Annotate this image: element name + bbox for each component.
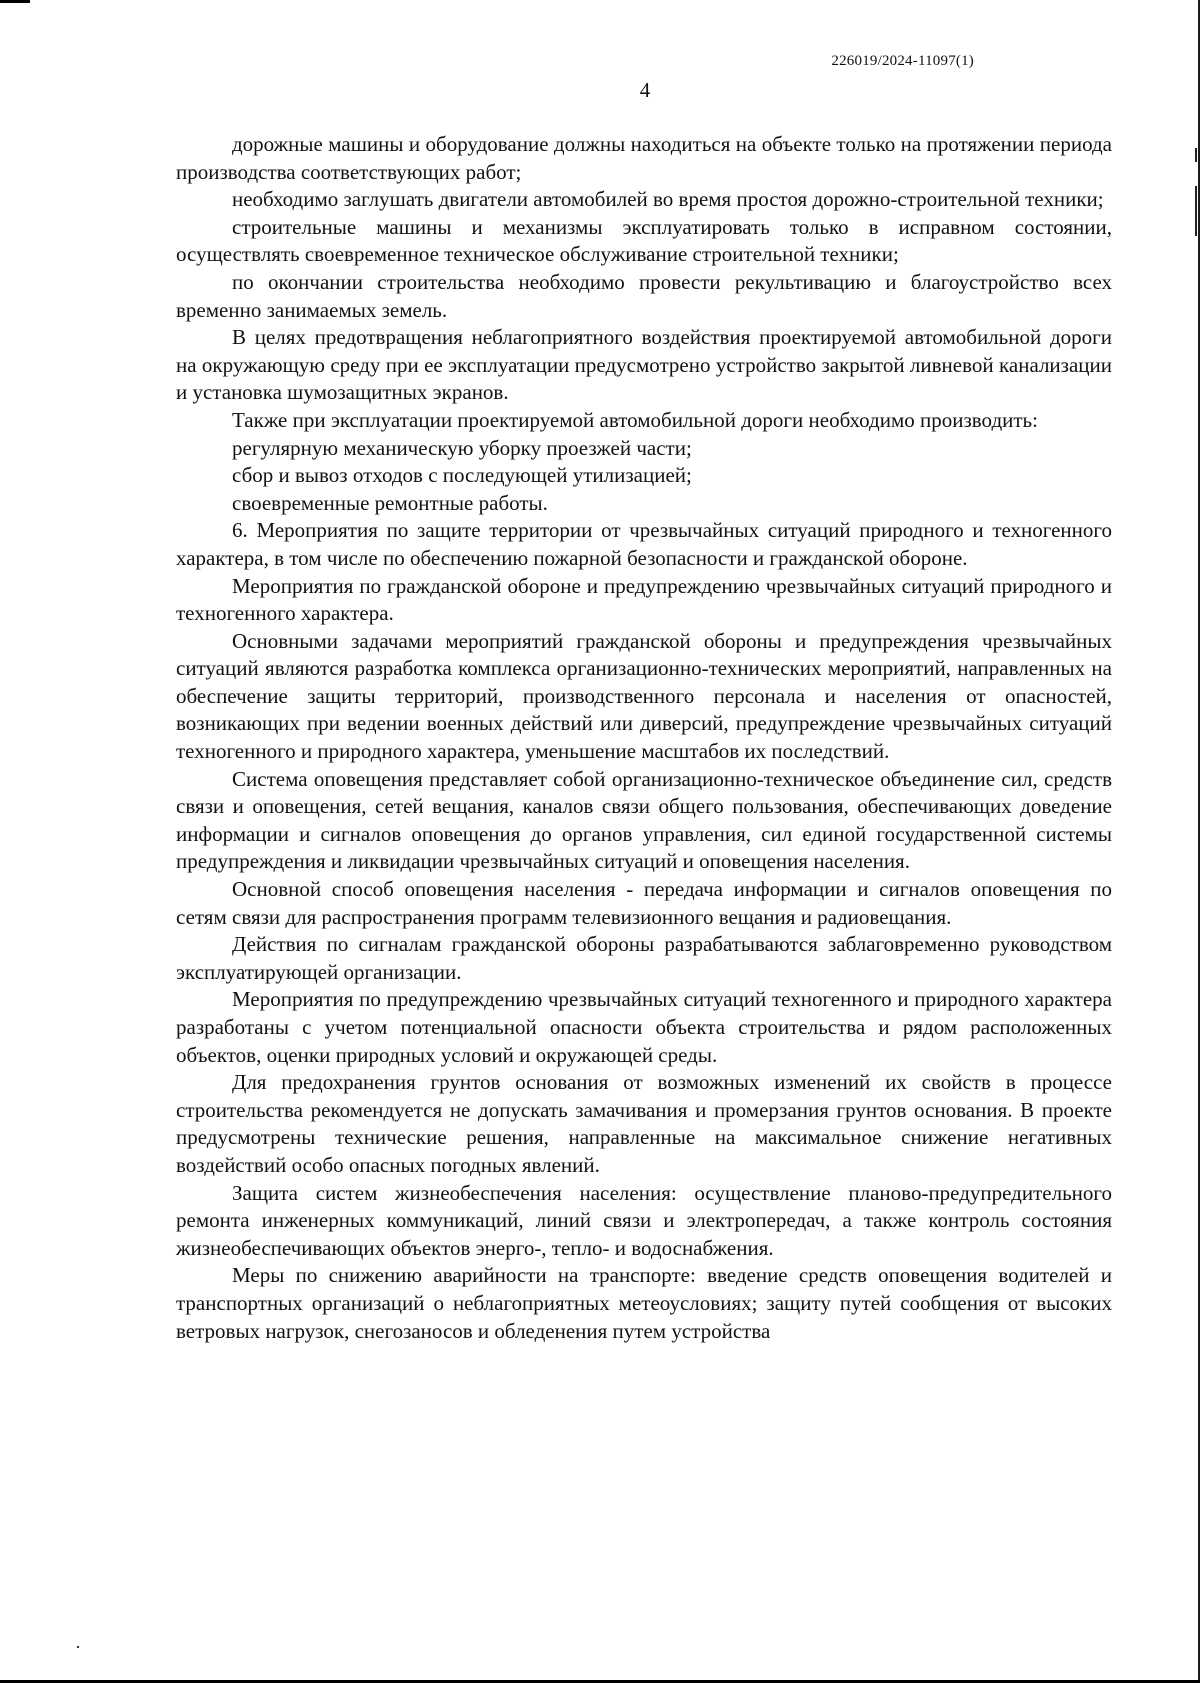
document-number: 226019/2024-11097(1) bbox=[831, 53, 974, 69]
paragraph: Также при эксплуатации проектируемой автомобильной дороги необходимо производить: bbox=[232, 407, 1038, 432]
paragraph: Защита систем жизнеобеспечения населения: осуществление планово-предупредительного ремонта инженерных коммуникаций, линий связи и электропередач, а также контроль состояния жизнеобеспечивающих объектов энерго-, тепло- и водоснабжения. bbox=[176, 1180, 1112, 1260]
paragraph: по окончании строительства необходимо провести рекультивацию и благоустройство всех временно занимаемых земель. bbox=[176, 269, 1112, 322]
document-body bbox=[176, 131, 1112, 1345]
paragraph: Основной способ оповещения населения - передача информации и сигналов оповещения по сетям связи для распространения программ телевизионного вещания и радиовещания. bbox=[176, 877, 1112, 929]
paragraph: Меры по снижению аварийности на транспорте: введение средств оповещения водителей и транспортных организаций о неблагоприятных метеоусловиях; защиту путей сообщения от высоких ветровых нагрузок, снегозаносов и обледенения путем устройства bbox=[176, 1263, 1112, 1343]
scan-speck bbox=[77, 1646, 79, 1648]
paragraph: необходимо заглушать двигатели автомобилей во время простоя дорожно-строительной техники; bbox=[232, 187, 1104, 212]
paragraph: Мероприятия по гражданской обороне и предупреждению чрезвычайных ситуаций природного и техногенного характера. bbox=[176, 573, 1112, 626]
list-item: регулярную механическую уборку проезжей части; bbox=[232, 435, 692, 460]
paragraph: Действия по сигналам гражданской обороны разрабатываются заблаговременно руководством эксплуатирующей организации. bbox=[176, 932, 1112, 984]
scan-margin-mark bbox=[1195, 148, 1197, 162]
paragraph: В целях предотвращения неблагоприятного воздействия проектируемой автомобильной дороги на окружающую среду при ее эксплуатации предусмотрено устройство закрытой ливневой канализации и установка шумозащитных экранов. bbox=[176, 325, 1112, 405]
list-item: сбор и вывоз отходов с последующей утилизацией; bbox=[232, 463, 692, 488]
paragraph: дорожные машины и оборудование должны находиться на объекте только на протяжении периода производства соответствующих работ; bbox=[176, 132, 1112, 184]
list-item: своевременные ремонтные работы. bbox=[232, 490, 548, 515]
scan-corner-mark bbox=[0, 0, 30, 3]
section-heading: 6. Мероприятия по защите территории от чрезвычайных ситуаций природного и техногенного характера, в том числе по обеспечению пожарной безопасности и гражданской обороне. bbox=[176, 518, 1112, 570]
page-number: 4 bbox=[639, 78, 651, 102]
paragraph: строительные машины и механизмы эксплуатировать только в исправном состоянии, осуществлять своевременное техническое обслуживание строительной техники; bbox=[176, 214, 1112, 267]
paragraph: Для предохранения грунтов основания от возможных изменений их свойств в процессе строительства рекомендуется не допускать замачивания и промерзания грунтов основания. В проекте предусмотрены технические решения, направленные на максимальное снижение негативных воздействий особо опасных погодных явлений. bbox=[176, 1070, 1112, 1177]
paragraph: Мероприятия по предупреждению чрезвычайных ситуаций техногенного и природного характера разработаны с учетом потенциальной опасности объекта строительства и рядом расположенных объектов, оценки природных условий и окружающей среды. bbox=[176, 987, 1112, 1067]
scan-margin-mark bbox=[1195, 186, 1197, 236]
paragraph: Система оповещения представляет собой организационно-техническое объединение сил, средств связи и оповещения, сетей вещания, каналов связи общего пользования, обеспечивающих доведение информации и сигналов оповещения до органов управления, сил единой государственной системы предупреждения и ликвидации чрезвычайных ситуаций и оповещения населения. bbox=[176, 766, 1112, 874]
paragraph: Основными задачами мероприятий гражданской обороны и предупреждения чрезвычайных ситуаций являются разработка комплекса организационно-технических мероприятий, направленных на обеспечение защиты территорий, производственного персонала и населения от опасностей, возникающих при ведении военных действий или диверсий, предупреждение чрезвычайных ситуаций техногенного и природного характера, уменьшение масштабов их последствий. bbox=[176, 628, 1112, 764]
